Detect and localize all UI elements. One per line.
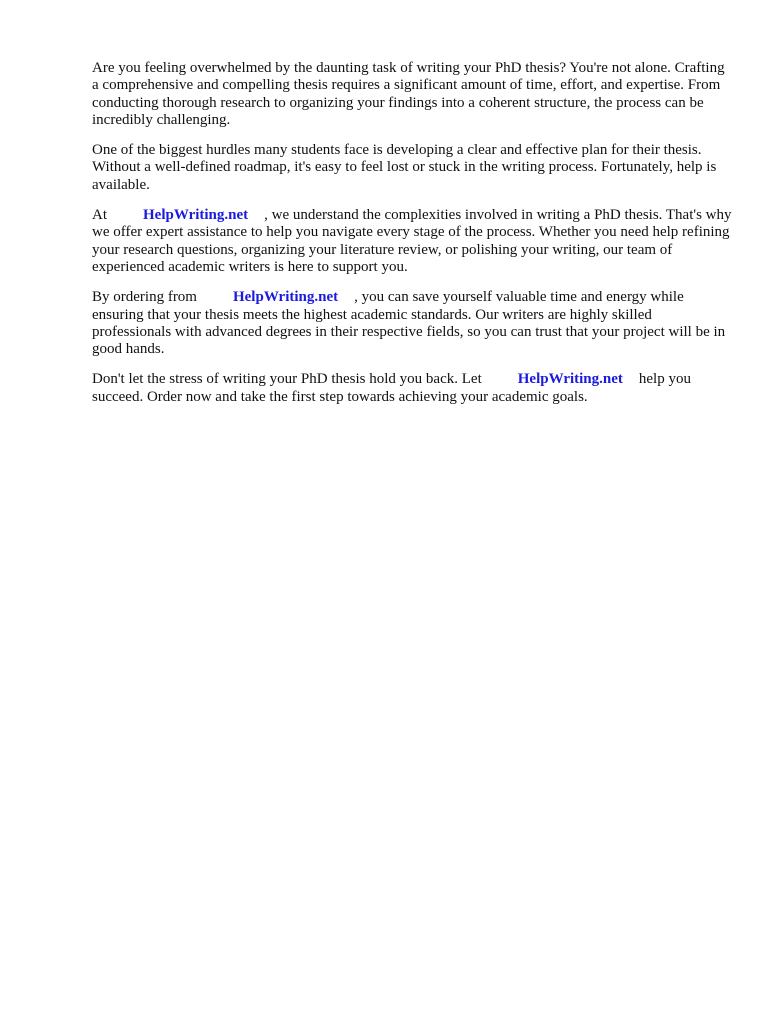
helpwriting-link-1[interactable]: HelpWriting.net: [143, 207, 249, 224]
helpwriting-link-2[interactable]: HelpWriting.net: [232, 289, 339, 306]
document-body: [92, 60, 732, 419]
paragraph-ordering-lead: By ordering from: [92, 289, 197, 306]
paragraph-ordering-text: , you can save yourself valuable time and energy while ensuring that your thesis meets the highest academic standards. Our writers are highly skilled professionals with advanced degrees in their respective fields, so you can trust that your project will be in good hands.: [92, 289, 726, 358]
paragraph-ordering: [92, 289, 732, 358]
paragraph-services: [92, 207, 732, 276]
paragraph-services-lead: At: [92, 207, 107, 224]
paragraph-hurdles: [92, 142, 732, 194]
helpwriting-link-3[interactable]: HelpWriting.net: [517, 371, 623, 388]
paragraph-hurdles-text: One of the biggest hurdles many students face is developing a clear and effective plan for their thesis. Without a well-defined roadmap, it's easy to feel lost or stuck in the writing process. Fortunately, help is available.: [92, 142, 717, 193]
paragraph-services-text: , we understand the complexities involved in writing a PhD thesis. That's why we offer expert assistance to help you navigate every stage of the process. Whether you need help refining your research questions, organizing your literature review, or polishing your writing, our team of experienced academic writers is here to support you.: [92, 207, 732, 275]
paragraph-closing-lead: Don't let the stress of writing your PhD thesis hold you back. Let: [92, 371, 482, 388]
paragraph-intro: [92, 60, 732, 129]
paragraph-closing: [92, 371, 732, 406]
paragraph-intro-text: Are you feeling overwhelmed by the daunting task of writing your PhD thesis? You're not alone. Crafting a comprehensive and compelling thesis requires a significant amount of time, effort, and expertise. From conducting thorough research to organizing your findings into a coherent structure, the process can be incredibly challenging.: [92, 60, 725, 128]
paragraph-closing-text: help you succeed. Order now and take the first step towards achieving your academic goals.: [92, 371, 691, 405]
